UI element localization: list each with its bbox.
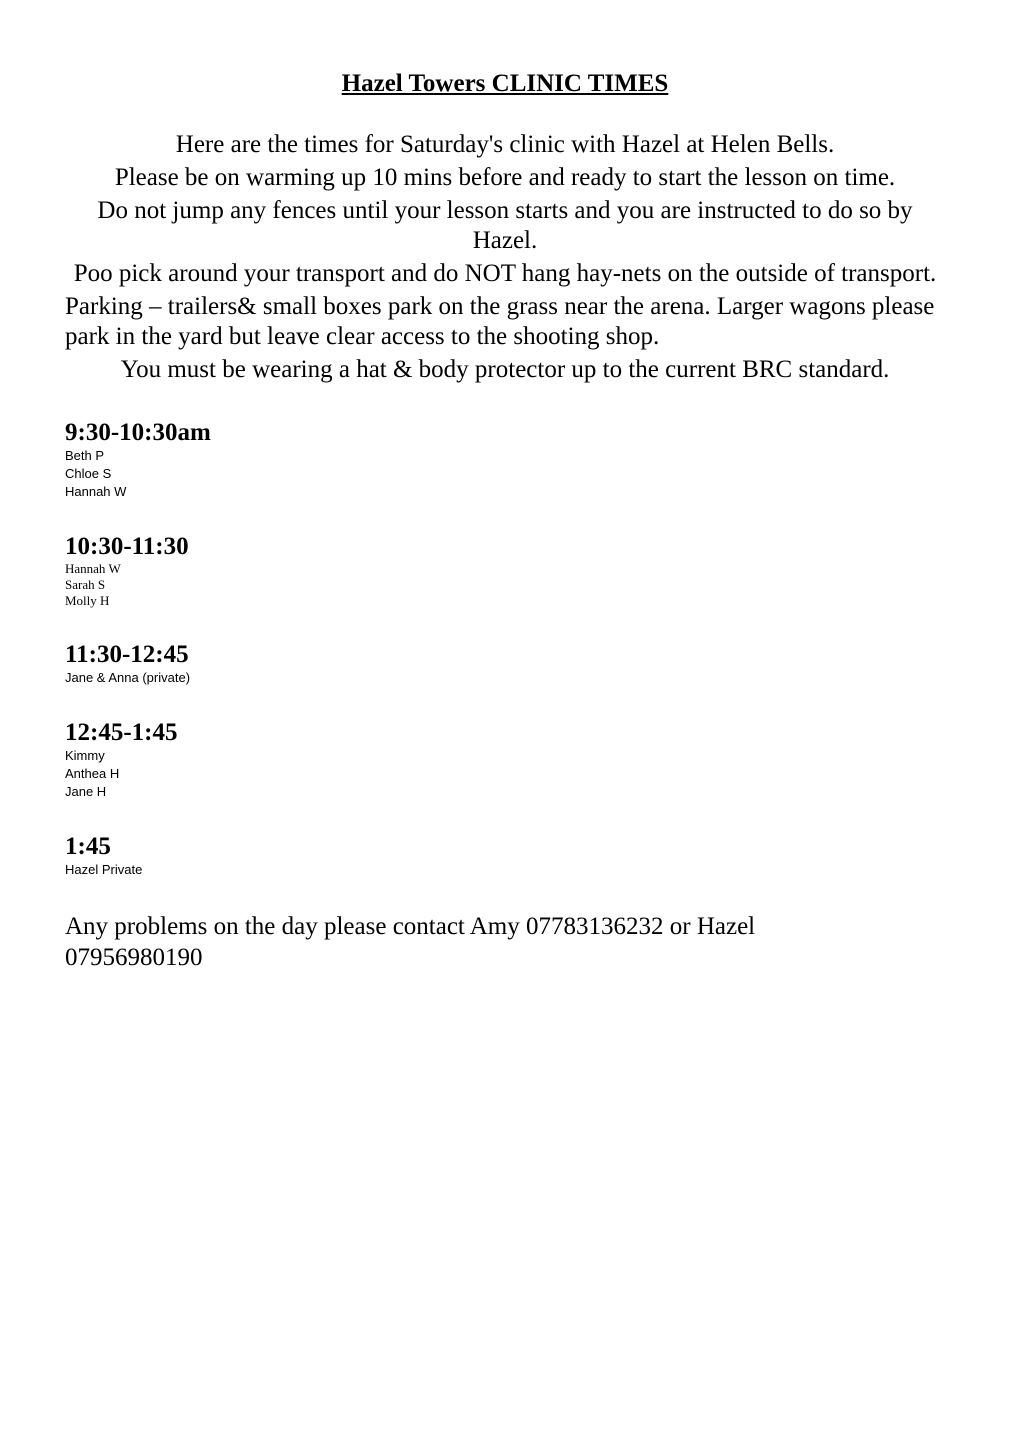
time-slot [65,419,945,501]
rider-name: Kimmy [65,748,105,763]
time-slot [65,641,945,687]
rider-name: Hannah W [65,561,121,576]
instruction-intro: Here are the times for Saturday's clinic with Hazel at Helen Bells. [175,131,835,158]
rider-name: Chloe S [65,466,112,481]
rider-name: Hannah W [65,484,127,499]
document-page [65,66,945,973]
rider-name: Hazel Private [65,862,143,877]
instruction-warmup: Please be on warming up 10 mins before and ready to start the lesson on time. [114,164,896,191]
instruction-poo-pick: Poo pick around your transport and do NOT hang hay-nets on the outside of transport. [73,260,937,287]
rider-name: Jane & Anna (private) [65,670,191,685]
instruction-fences: Do not jump any fences until your lesson starts and you are instructed to do so by Hazel. [97,197,913,254]
slot-time: 11:30-12:45 [65,641,189,668]
rider-name: Anthea H [65,766,120,781]
slot-time: 9:30-10:30am [65,419,211,446]
rider-name: Sarah S [65,577,106,592]
time-slot [65,719,945,801]
slot-time: 12:45-1:45 [65,719,178,746]
time-slot [65,533,945,609]
rider-name: Molly H [65,593,110,608]
contact-info: Any problems on the day please contact Amy 07783136232 or Hazel 07956980190 [65,913,756,971]
time-slot [65,833,945,879]
instructions [65,130,945,385]
rider-name: Beth P [65,448,105,463]
instruction-parking: Parking – trailers& small boxes park on the grass near the arena. Larger wagons please park in the yard but leave clear access to the shooting shop. [65,293,935,350]
slot-time: 1:45 [65,833,111,860]
schedule [65,419,945,879]
page-title: Hazel Towers CLINIC TIMES [341,70,669,97]
rider-name: Jane H [65,784,107,799]
instruction-safety-gear: You must be wearing a hat & body protector up to the current BRC standard. [120,356,890,383]
slot-time: 10:30-11:30 [65,533,189,560]
